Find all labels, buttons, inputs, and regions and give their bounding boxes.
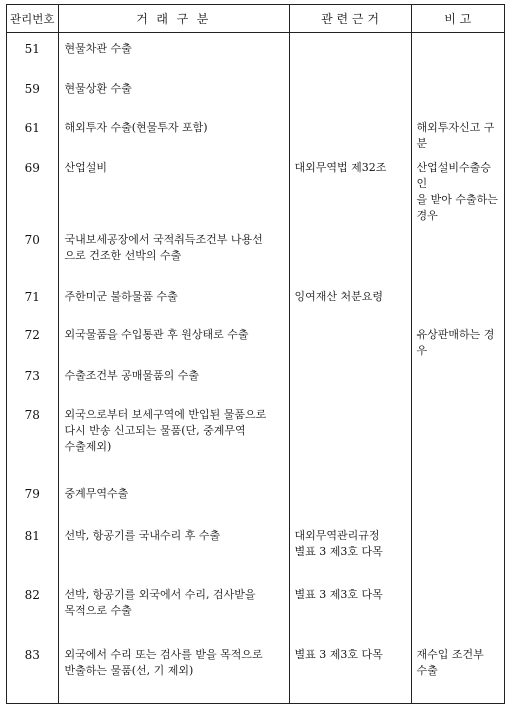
- header-remarks: 비 고: [411, 5, 504, 33]
- cell-number: 83: [7, 639, 58, 703]
- description-text: 주한미군 불하물품 수출: [64, 289, 178, 303]
- cell-remarks: [411, 33, 504, 73]
- description-text: 산업설비: [64, 160, 108, 174]
- remarks-text: 산업설비수출승인 을 받아 수출하는 경우: [416, 160, 498, 222]
- cell-description: [58, 478, 289, 520]
- cell-remarks: [411, 73, 504, 112]
- cell-basis: [289, 639, 411, 703]
- cell-description: [58, 360, 289, 399]
- cell-description: [58, 112, 289, 152]
- table-row: [7, 33, 504, 73]
- cell-description: [58, 399, 289, 478]
- cell-remarks: [411, 399, 504, 478]
- cell-basis: [289, 112, 411, 152]
- cell-number: 59: [7, 73, 58, 112]
- description-text: 외국에서 수리 또는 검사를 받을 목적으로 반출하는 물품(선, 기 제외): [64, 647, 263, 677]
- description-text: 국내보세공장에서 국적취득조건부 나용선 으로 건조한 선박의 수출: [64, 232, 263, 262]
- cell-number: 70: [7, 224, 58, 281]
- basis-text: 잉여재산 처분요령: [294, 289, 384, 303]
- description-text: 선박, 항공기를 외국에서 수리, 검사받을 목적으로 수출: [64, 587, 256, 617]
- cell-number: 82: [7, 579, 58, 639]
- table-row: [7, 319, 504, 360]
- table-row: [7, 478, 504, 520]
- cell-description: [58, 579, 289, 639]
- basis-text: 대외무역법 제32조: [294, 160, 387, 174]
- basis-text: 대외무역관리규정 별표 3 제3호 다목: [294, 528, 383, 558]
- header-legal-basis: 관 련 근 거: [289, 5, 411, 33]
- cell-description: [58, 73, 289, 112]
- table-row: [7, 112, 504, 152]
- cell-remarks: [411, 478, 504, 520]
- cell-basis: [289, 281, 411, 319]
- table-row: [7, 399, 504, 478]
- description-text: 외국물품을 수입통관 후 원상태로 수출: [64, 327, 249, 341]
- cell-basis: [289, 319, 411, 360]
- cell-description: [58, 224, 289, 281]
- cell-description: [58, 639, 289, 703]
- remarks-text: 재수입 조건부 수출: [416, 647, 484, 677]
- header-row: [7, 5, 504, 33]
- cell-basis: [289, 33, 411, 73]
- cell-number: 72: [7, 319, 58, 360]
- cell-description: [58, 152, 289, 224]
- description-text: 선박, 항공기를 국내수리 후 수출: [64, 528, 221, 542]
- description-text: 해외투자 수출(현물투자 포함): [64, 120, 208, 134]
- cell-description: [58, 281, 289, 319]
- header-management-number: 관리번호: [7, 5, 58, 33]
- basis-text: 별표 3 제3호 다목: [294, 587, 383, 601]
- table-row: [7, 520, 504, 579]
- cell-remarks: [411, 520, 504, 579]
- table-row: [7, 152, 504, 224]
- table-row: [7, 224, 504, 281]
- cell-basis: [289, 399, 411, 478]
- description-text: 중계무역수출: [64, 486, 129, 500]
- remarks-text: 해외투자신고 구분: [416, 120, 495, 150]
- cell-basis: [289, 520, 411, 579]
- cell-remarks: [411, 281, 504, 319]
- cell-basis: [289, 152, 411, 224]
- cell-remarks: [411, 152, 504, 224]
- cell-number: 73: [7, 360, 58, 399]
- cell-number: 71: [7, 281, 58, 319]
- cell-basis: [289, 224, 411, 281]
- cell-remarks: [411, 639, 504, 703]
- table-row: [7, 73, 504, 112]
- cell-basis: [289, 73, 411, 112]
- cell-remarks: [411, 112, 504, 152]
- basis-text: 별표 3 제3호 다목: [294, 647, 383, 661]
- trade-classification-table: [7, 5, 504, 703]
- header-transaction-type: 거 래 구 분: [58, 5, 289, 33]
- table-row: [7, 281, 504, 319]
- cell-description: [58, 520, 289, 579]
- table-row: [7, 579, 504, 639]
- remarks-text: 유상판매하는 경우: [416, 327, 495, 357]
- description-text: 수출조건부 공매물품의 수출: [64, 368, 200, 382]
- description-text: 현물상환 수출: [64, 81, 132, 95]
- description-text: 현물차관 수출: [64, 42, 132, 55]
- cell-number: 81: [7, 520, 58, 579]
- cell-description: [58, 319, 289, 360]
- cell-number: 61: [7, 112, 58, 152]
- cell-description: [58, 33, 289, 73]
- table-row: [7, 639, 504, 703]
- cell-number: 69: [7, 152, 58, 224]
- cell-number: 79: [7, 478, 58, 520]
- cell-number: 78: [7, 399, 58, 478]
- cell-basis: [289, 478, 411, 520]
- cell-number: 51: [7, 33, 58, 73]
- cell-remarks: [411, 360, 504, 399]
- cell-remarks: [411, 224, 504, 281]
- cell-remarks: [411, 319, 504, 360]
- cell-remarks: [411, 579, 504, 639]
- table-row: [7, 360, 504, 399]
- trade-classification-sheet: [6, 4, 505, 704]
- description-text: 외국으로부터 보세구역에 반입된 물품으로 다시 반송 신고되는 물품(단, 중계무역 수출제외): [64, 407, 267, 453]
- cell-basis: [289, 360, 411, 399]
- cell-basis: [289, 579, 411, 639]
